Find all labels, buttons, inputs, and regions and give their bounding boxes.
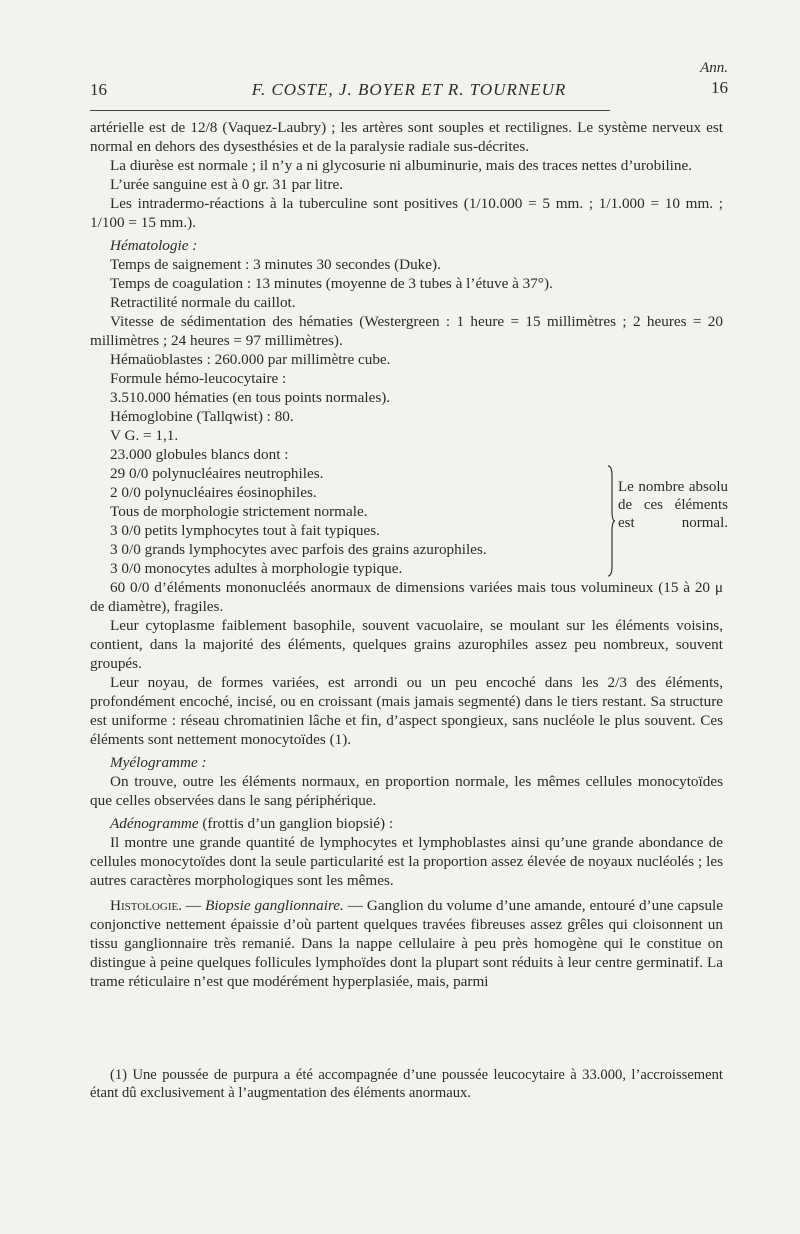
list-item: 3 0/0 monocytes adultes à morphologie typique. bbox=[110, 560, 403, 577]
curly-brace bbox=[606, 464, 616, 578]
list-item: 3 0/0 grands lymphocytes avec parfois des grains azurophiles. bbox=[110, 541, 487, 558]
list-item: 29 0/0 polynucléaires neutrophiles. bbox=[110, 465, 324, 482]
leukocyte-list bbox=[90, 464, 605, 578]
list-item: 3 0/0 petits lymphocytes tout à fait typiques. bbox=[110, 522, 380, 539]
running-title: F. COSTE, J. BOYER ET R. TOURNEUR bbox=[251, 80, 567, 99]
bracket-note: Le nombre absolu de ces éléments est normal. bbox=[618, 479, 728, 531]
adenogramme-title: Adénogramme bbox=[110, 815, 199, 832]
hematology-line: Vitesse de sédimentation des hématies (Westergreen : 1 heure = 15 millimètres ; 2 heures = 20 millimètres ; 24 heures = 97 millimètres). bbox=[90, 313, 723, 349]
adenogramme-subtitle: (frottis d’un ganglion biopsié) : bbox=[198, 815, 394, 832]
paragraph: La diurèse est normale ; il n’y a ni glycosurie ni albuminurie, mais des traces nettes d’urobiline. bbox=[110, 157, 693, 174]
histology-dash: — bbox=[182, 897, 206, 914]
paragraph: 60 0/0 d’éléments mononucléés anormaux de dimensions variées mais tous volumineux (15 à 20 μ de diamètre), fragiles. bbox=[90, 579, 723, 615]
hematology-line: Formule hémo-leucocytaire : bbox=[110, 370, 287, 387]
hematology-line: Hémoglobine (Tallqwist) : 80. bbox=[110, 408, 294, 425]
section-heading-hematologie: Hématologie : bbox=[110, 237, 198, 254]
leukocyte-formula-block bbox=[90, 464, 728, 578]
list-item: 2 0/0 polynucléaires éosinophiles. bbox=[110, 484, 317, 501]
hematology-line: 3.510.000 hématies (en tous points normales). bbox=[110, 389, 391, 406]
section-heading-myelogramme: Myélogramme : bbox=[110, 754, 207, 771]
main-text bbox=[90, 118, 728, 991]
running-header bbox=[90, 78, 728, 102]
page-number-right: 16 bbox=[711, 78, 728, 97]
hematology-line: Hémaüoblastes : 260.000 par millimètre cube. bbox=[110, 351, 391, 368]
paragraph: Leur cytoplasme faiblement basophile, souvent vacuolaire, se moulant sur les éléments voisins, contient, dans la majorité des éléments, quelques grains azurophiles assez peu nombreux, souvent groupés. bbox=[90, 617, 723, 672]
paragraph: On trouve, outre les éléments normaux, en proportion normale, les mêmes cellules monocytoïdes que celles observées dans le sang périphérique. bbox=[90, 773, 723, 809]
histology-paragraph bbox=[90, 896, 723, 991]
list-item: Tous de morphologie strictement normale. bbox=[110, 503, 368, 520]
paragraph: L’urée sanguine est à 0 gr. 31 par litre. bbox=[110, 176, 344, 193]
hematology-line: 23.000 globules blancs dont : bbox=[110, 446, 289, 463]
paragraph: Il montre une grande quantité de lymphocytes et lymphoblastes ainsi qu’une grande abondance de cellules monocytoïdes dont la seule particularité est la proportion assez élevée de noyaux nucléolés ; les autres caractères morphologiques sont les mêmes. bbox=[90, 834, 723, 889]
histology-title: Biopsie ganglionnaire. bbox=[205, 897, 344, 914]
paragraph: Les intradermo-réactions à la tuberculine sont positives (1/10.000 = 5 mm. ; 1/1.000 = 10 mm. ; 1/100 = 15 mm.). bbox=[90, 195, 723, 231]
histology-label: Histologie. bbox=[110, 897, 182, 914]
footnote: (1) Une poussée de purpura a été accompagnée d’une poussée leucocytaire à 33.000, l’accroissement étant dû exclusivement à l’augmentation des éléments anormaux. bbox=[90, 1067, 723, 1101]
section-heading-adenogramme bbox=[90, 814, 723, 833]
histology-text: — Ganglion du volume d’une amande, entouré d’une capsule conjonctive nettement épaissie d’où partent quelques travées fibreuses assez grêles qui cloisonnent un tissu ganglionnaire très remanié. Dans la nappe cellulaire à peu près homogène qui le constitue on distingue à peine quelques follicules lymphoïdes dont la plupart sont réduits à leur centre germinatif. La trame réticulaire n’est que modérément hyperplasiée, mais, parmi bbox=[90, 897, 723, 990]
handwritten-annotation: Ann. bbox=[700, 60, 728, 76]
hematology-line: Temps de coagulation : 13 minutes (moyenne de 3 tubes à l’étuve à 37°). bbox=[110, 275, 553, 292]
page-number-left: 16 bbox=[90, 80, 107, 99]
paragraph: artérielle est de 12/8 (Vaquez-Laubry) ; les artères sont souples et rectilignes. Le système nerveux est normal en dehors des dysesthésies et de la paralysie radiale sus-décrites. bbox=[90, 119, 723, 155]
hematology-line: Retractilité normale du caillot. bbox=[110, 294, 296, 311]
header-rule bbox=[90, 110, 610, 111]
hematology-line: V G. = 1,1. bbox=[110, 427, 179, 444]
hematology-line: Temps de saignement : 3 minutes 30 secondes (Duke). bbox=[110, 256, 441, 273]
paragraph: Leur noyau, de formes variées, est arrondi ou un peu encoché dans les 2/3 des éléments, profondément encoché, incisé, ou en croissant (mais jamais segmenté) dans le tiers restant. Sa structure est uniforme : réseau chromatinien lâche et fin, d’aspect spongieux, sans nucléole le plus souvent. Ces éléments sont nettement monocytoïdes (1). bbox=[90, 674, 723, 748]
